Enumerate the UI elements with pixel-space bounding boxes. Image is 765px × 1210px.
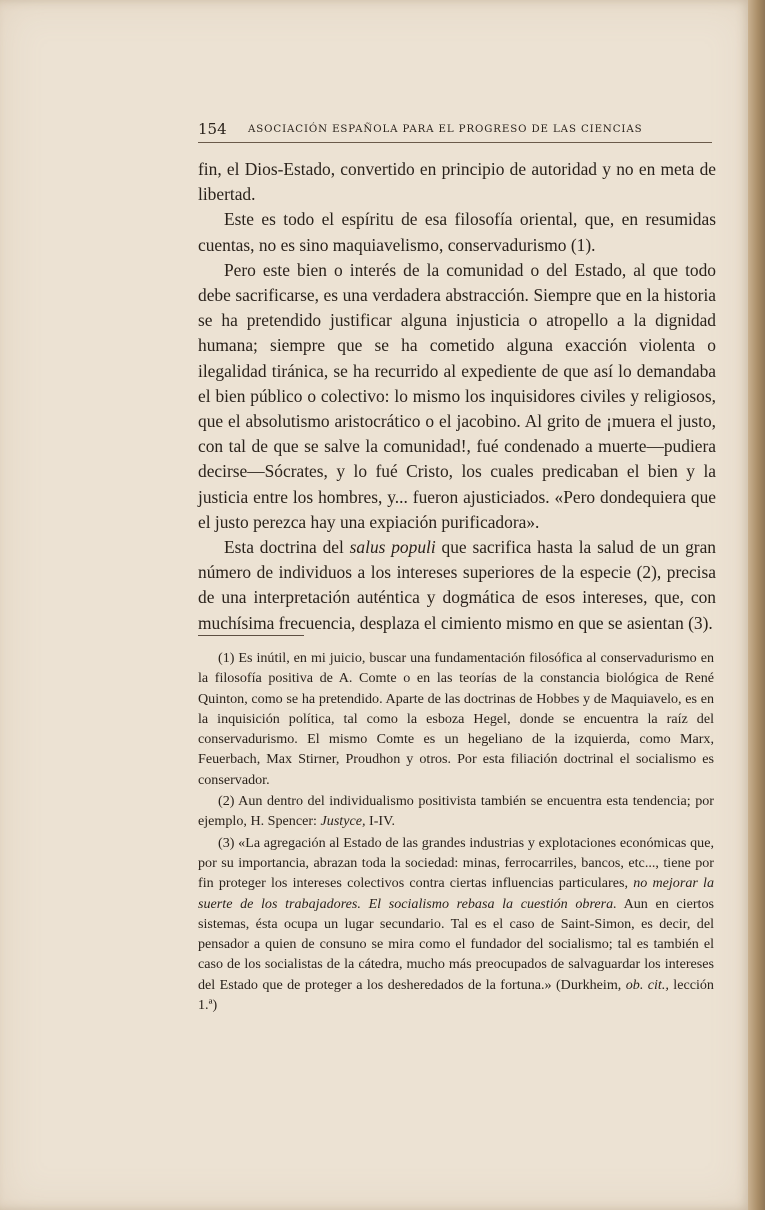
footnote-3-text-b: Aun en ciertos sistemas, ésta ocupa un lugar secundario. Tal es el caso de Saint-Simon, es decir, del pensador a quien de consuno se mira como el fundador del socialismo; tal es también el caso de los socialistas de la cátedra, mucho más preocupados de salvaguardar los intereses del Estado que de proteger a los desheredados de la fortuna.» (Durkheim, bbox=[198, 895, 714, 993]
page-header bbox=[198, 120, 712, 143]
footnote-3-italic-2: ob. cit., bbox=[625, 976, 669, 993]
paragraph-4 bbox=[198, 535, 716, 636]
footnote-3-text-a: (3) «La agregación al Estado de las grandes industrias y explotaciones económicas que, por su importancia, abrazan toda la sociedad: minas, ferrocarriles, bancos, etc..., tiene por fin proteger los intereses colectivos contra ciertas influencias particulares, bbox=[198, 834, 714, 892]
page-number: 154 bbox=[198, 120, 227, 138]
body-text bbox=[198, 157, 716, 636]
footnote-2-text-b: I-IV. bbox=[365, 813, 396, 830]
page-edge bbox=[748, 0, 765, 1210]
running-head: ASOCIACIÓN ESPAÑOLA PARA EL PROGRESO DE LAS CIENCIAS bbox=[248, 124, 643, 135]
paragraph-4-text-b: que sacrifica hasta la salud de un gran número de individuos a los intereses superiores de la especie (2), precisa de una interpretación auténtica y dogmática de esos intereses, que, con muchísima frecuencia, desplaza el cimiento mismo en que se asientan (3). bbox=[198, 537, 716, 633]
footnote-3 bbox=[198, 833, 714, 1016]
paragraph-4-italic: salus populi bbox=[349, 537, 436, 558]
footnote-2-italic: Justyce, bbox=[320, 813, 366, 830]
paragraph-2: Este es todo el espíritu de esa filosofía oriental, que, en resumidas cuentas, no es sino maquiavelismo, conservadurismo (1). bbox=[198, 209, 716, 255]
paragraph-3: Pero este bien o interés de la comunidad o del Estado, al que todo debe sacrificarse, es una verdadera abstracción. Siempre que en la historia se ha pretendido justificar alguna injusticia o atropello a la dignidad humana; siempre que se ha cometido alguna exacción violenta o ilegalidad tiránica, se ha recurrido al expediente de que así lo demandaba el bien público o colectivo: lo mismo los inquisidores civiles y religiosos, que el absolutismo aristocrático o el jacobino. Al grito de ¡muera el justo, con tal de que se salve la comunidad!, fué condenado a muerte—pudiera decirse—Sócrates, y lo fué Cristo, los cuales predicaban el bien y la justicia entre los hombres, y... fueron ajusticiados. «Pero dondequiera que el justo perezca hay una expiación purificadora». bbox=[198, 259, 716, 532]
footnote-rule bbox=[198, 635, 304, 636]
footnote-3-italic: no mejorar la suerte de los trabajadores. El socialismo rebasa la cuestión obrera. bbox=[198, 875, 715, 912]
footnotes bbox=[198, 648, 714, 1016]
paragraph-1: fin, el Dios-Estado, convertido en principio de autoridad y no en meta de libertad. bbox=[198, 159, 716, 205]
footnote-2-text-a: (2) Aun dentro del individualismo positivista también se encuentra esta tendencia; por ejemplo, H. Spencer: bbox=[198, 793, 714, 830]
paragraph-4-text-a: Esta doctrina del bbox=[224, 537, 350, 558]
footnote-1: (1) Es inútil, en mi juicio, buscar una fundamentación filosófica al conservadurismo en la filosofía positiva de A. Comte o en las teorías de la constancia biológica de René Quinton, como se ha pretendido. Aparte de las doctrinas de Hobbes y de Maquiavelo, es en la inquisición política, tal como la esboza Hegel, donde se encuentra la raíz del conservadurismo. El mismo Comte es un hegeliano de la izquierda, como Marx, Feuerbach, Max Stirner, Proudhon y otros. Por esta filiación doctrinal el socialismo es conservador. bbox=[198, 650, 714, 788]
footnote-3-text-c: lección 1.ª) bbox=[198, 976, 714, 1014]
footnote-2 bbox=[198, 791, 714, 832]
